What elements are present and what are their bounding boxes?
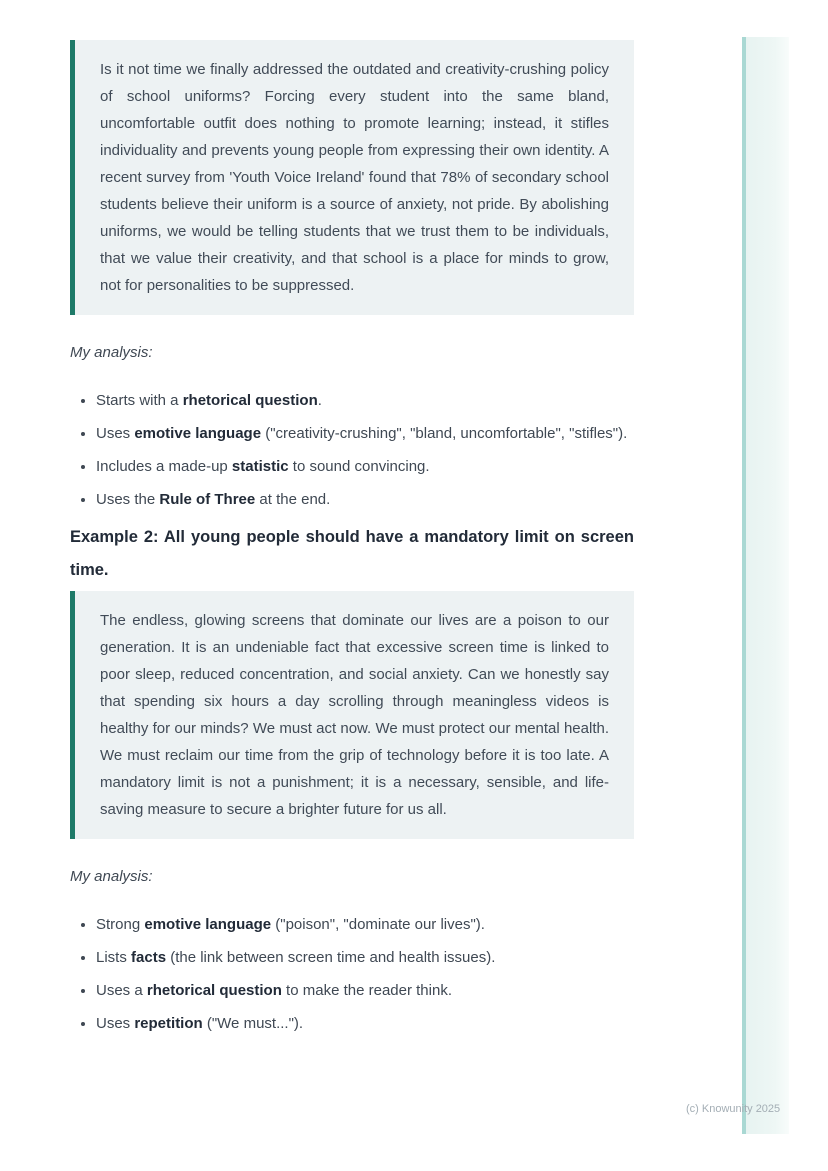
watermark: (c) Knowunity 2025 [686, 1103, 781, 1115]
analysis-item: • Uses emotive language ("creativity-crushing", "bland, uncomfortable", "stifles"). [96, 420, 634, 447]
page-edge-strip [742, 37, 789, 1134]
analysis-item: • Strong emotive language ("poison", "dominate our lives"). [96, 911, 634, 938]
analysis-item: • Includes a made-up statistic to sound convincing. [96, 453, 634, 480]
analysis-label-1: My analysis: [70, 344, 153, 361]
example-2-heading: Example 2: All young people should have a mandatory limit on screen time. [70, 528, 634, 579]
example-2-quote-text: The endless, glowing screens that dominate our lives are a poison to our generation. It is an undeniable fact that excessive screen time is linked to poor sleep, reduced concentration, and social anxiety. Can we honestly say that spending six hours a day scrolling through meaningless videos is healthy for our minds? We must act now. We must protect our mental health. We must reclaim our time from the grip of technology before it is too late. A mandatory limit is not a punishment; it is a necessary, sensible, and life-saving measure to secure a brighter future for us all. [100, 612, 609, 818]
analysis-item: • Uses repetition ("We must..."). [96, 1010, 634, 1037]
analysis-item: • Lists facts (the link between screen time and health issues). [96, 944, 634, 971]
analysis-item: • Starts with a rhetorical question. [96, 387, 634, 414]
example-1-quote-block [70, 40, 634, 315]
analysis-label-2: My analysis: [70, 868, 153, 885]
analysis-list-1 [70, 387, 634, 513]
analysis-item: • Uses the Rule of Three at the end. [96, 486, 634, 513]
document-content [70, 40, 634, 1043]
example-2-quote-block [70, 591, 634, 839]
analysis-list-2 [70, 911, 634, 1037]
example-1-quote-text: Is it not time we finally addressed the outdated and creativity-crushing policy of school uniforms? Forcing every student into the same bland, uncomfortable outfit does nothing to promote learning; instead, it stifles individuality and prevents young people from expressing their own identity. A recent survey from 'Youth Voice Ireland' found that 78% of secondary school students believe their uniform is a source of anxiety, not pride. By abolishing uniforms, we would be telling students that we trust them to be individuals, that we value their creativity, and that school is a place for minds to grow, not for personalities to be suppressed. [100, 61, 609, 294]
analysis-item: • Uses a rhetorical question to make the reader think. [96, 977, 634, 1004]
